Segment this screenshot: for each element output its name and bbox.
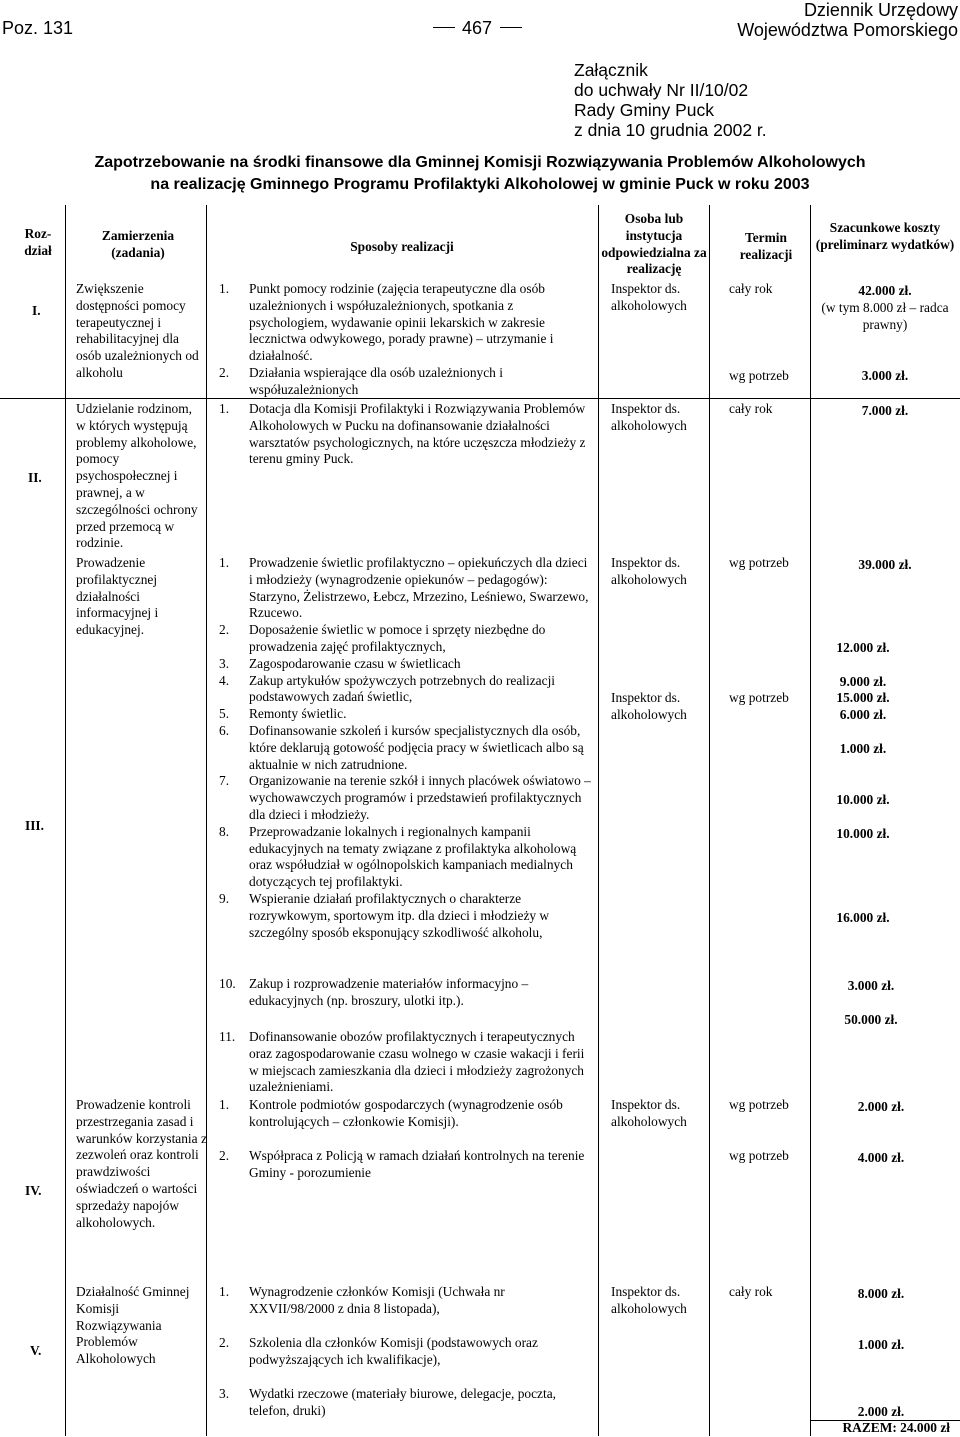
section-goal: Udzielanie rodzinom, w których występują problemy alkoholowe, pomocy psychospołecznej i prawnej, a w szczególności ochrony przed przemocą w rodzinie. [76,401,198,551]
table-column-rule [810,205,811,1436]
cost-value: 42.000 zł. [858,283,912,298]
item-number: 1. [219,555,230,570]
total-amount: RAZEM: 24.000 zł [842,1420,950,1435]
item-number: 2. [219,622,230,638]
cost-value: 8.000 zł. [857,1286,905,1301]
document-title-line-2: na realizację Gminnego Programu Profilaktyki Alkoholowej w gminie Puck w roku 2003 [150,176,810,193]
list-item [219,555,593,622]
item-number: 2. [219,364,230,380]
term-value: wg potrzeb [729,555,789,570]
methods-list [219,1386,593,1420]
section-numeral: V. [30,1343,42,1358]
responsible-person: Inspektor ds. alkoholowych [611,1284,687,1316]
methods-list [219,1029,593,1096]
list-item [219,976,593,1010]
item-text: Zagospodarowanie czasu w świetlicach [249,655,461,671]
item-number: 11. [219,1029,236,1044]
list-item [219,1148,593,1182]
cost-value: 50.000 zł. [844,1012,898,1027]
methods-list [219,1335,593,1369]
list-item [219,1335,593,1369]
cost-value: 1.000 zł. [857,1337,905,1352]
item-number: 1. [219,1097,230,1112]
item-number: 10. [219,976,236,991]
cost-value: 9.000 zł. [839,674,887,689]
item-number: 1. [219,281,230,296]
list-item [219,723,593,773]
list-item [219,1386,593,1420]
item-text: Punkt pomocy rodzinie (zajęcia terapeutyczne dla osób uzależnionych i współuzależnionych, spotkania z psychologiem, wydawanie opinii lekarskich w zakresie lecznictwa odwykowego, porady prawne) – utrzymanie i działalność. [249,281,554,364]
list-item [219,773,593,823]
list-item [219,673,593,707]
list-item [219,1029,593,1096]
item-text: Wspieranie działań profilaktycznych o charakterze rozrywkowym, sportowym itp. dla dzieci i młodzieży w szczególny sposób eksponujący szkodliwość alkoholu, [249,890,550,940]
cost-value: 3.000 zł. [861,368,909,383]
responsible-person: Inspektor ds. alkoholowych [611,690,687,722]
item-number: 4. [219,672,230,688]
term-value: wg potrzeb [729,1148,789,1163]
annex-line-3: Rady Gminy Puck [574,100,715,120]
item-text: Zakup i rozprowadzenie materiałów informacyjno – edukacyjnych (np. broszury, ulotki itp.). [249,976,529,1008]
item-number: 3. [219,655,230,671]
item-text: Wydatki rzeczowe (materiały biurowe, delegacje, poczta, telefon, druki) [249,1386,557,1418]
annex-block [574,60,767,140]
table-column-rule [709,205,710,1436]
section-goal: Zwiększenie dostępności pomocy terapeutycznej i rehabilitacyjnej dla osób uzależnionych od alkoholu [76,281,199,380]
cost-value: 1.000 zł. [839,741,887,756]
section-numeral: IV. [25,1183,42,1198]
item-text: Dotacja dla Komisji Profilaktyki i Rozwiązywania Problemów Alkoholowych w Pucku na dofinansowanie działalności warsztatów psychologicznych, na które uczęszcza młodzieży z terenu gminy Puck. [249,401,586,467]
cost-value: 39.000 zł. [858,557,912,572]
list-item [219,401,593,468]
item-number: 3. [219,1386,230,1401]
item-text: Zakup artykułów spożywczych potrzebnych do realizacji podstawowych zadań świetlic, [249,672,556,705]
item-number: 2. [219,1335,230,1350]
item-text: Organizowanie na terenie szkół i innych placówek oświatowo – wychowawczych programów i przedstawień profilaktycznych dla dzieci i młodzieży. [249,773,591,822]
cost-value: 3.000 zł. [847,978,895,993]
page-number-rule-right [500,27,522,28]
methods-list [219,1148,593,1182]
journal-line-2: Województwa Pomorskiego [737,20,958,40]
responsible-person: Inspektor ds. alkoholowych [611,281,687,313]
methods-list [219,281,593,399]
annex-line-1: Załącznik [574,60,648,80]
item-number: 5. [219,706,230,722]
item-text: Remonty świetlic. [249,706,347,722]
item-text: Prowadzenie świetlic profilaktyczno – opiekuńczych dla dzieci i młodzieży (wynagrodzenie opiekunów – pedagogów): Starzyno, Żelistrzewo, Łebcz, Mrzezino, Leśniewo, Swarzewo, Rzucewo. [249,555,589,621]
cost-value: 7.000 zł. [861,403,909,418]
section-numeral: II. [28,470,42,485]
section-numeral: III. [25,818,44,833]
methods-list [219,976,593,1010]
list-item [219,1097,593,1131]
item-number: 9. [219,890,230,906]
header-cost: Szacunkowe koszty (preliminarz wydatków) [815,220,955,252]
methods-list [219,401,593,468]
item-text: Szkolenia dla członków Komisji (podstawowych oraz podwyższających ich kwalifikacje), [249,1335,538,1367]
section-goal: Prowadzenie profilaktycznej działalności informacyjnej i edukacyjnej. [76,555,159,638]
responsible-person: Inspektor ds. alkoholowych [611,401,687,433]
section-goal: Działalność Gminnej Komisji Rozwiązywania Problemów Alkoholowych [76,1284,190,1367]
term-value: wg potrzeb [729,368,789,383]
cost-value: 15.000 zł. [836,690,890,705]
methods-list [219,1097,593,1131]
section-numeral: I. [32,303,41,318]
methods-list [219,1284,593,1318]
item-text: Dofinansowanie szkoleń i kursów specjalistycznych dla osób, które deklarują gotowość podjęcia pracy w świetlicach albo są aktualnie w nich zatrudnione. [249,722,584,772]
cost-value: 10.000 zł. [836,792,890,807]
item-number: 6. [219,722,230,738]
annex-line-2: do uchwały Nr II/10/02 [574,80,749,100]
responsible-person: Inspektor ds. alkoholowych [611,1097,687,1129]
row-separator [0,398,960,399]
cost-value: 12.000 zł. [836,640,890,655]
list-item [219,891,593,941]
header-term: Termin realizacji [739,230,793,262]
cost-note: (w tym 8.000 zł – radca prawny) [821,300,949,332]
cost-value: 2.000 zł. [857,1099,905,1114]
methods-list [219,555,593,941]
term-value: wg potrzeb [729,1097,789,1112]
item-text: Dofinansowanie obozów profilaktycznych i terapeutycznych oraz zagospodarowanie czasu wolnego w czasie wakacji i ferii w miejscach zamieszkania dla dzieci i młodzieży zagrożonych uzależnieniami. [249,1029,585,1095]
position-number: Poz. 131 [2,18,74,38]
section-goal: Prowadzenie kontroli przestrzegania zasad i warunków korzystania z zezwoleń oraz kontroli prawdziwości oświadczeń o wartości sprzedaży napojów alkoholowych. [76,1097,207,1230]
item-text: Wynagrodzenie członków Komisji (Uchwała nr XXVII/98/2000 z dnia 8 listopada), [249,1284,505,1316]
header-section: Roz-dział [24,226,52,258]
list-item [219,1284,593,1318]
list-item [219,706,593,723]
item-number: 1. [219,401,230,416]
item-text: Działania wspierające dla osób uzależnionych i współuzależnionych [249,364,503,397]
responsible-person: Inspektor ds. alkoholowych [611,555,687,587]
term-value: cały rok [729,1284,773,1299]
cost-value: 6.000 zł. [839,707,887,722]
list-item [219,365,593,399]
item-text: Doposażenie świetlic w pomoce i sprzęty niezbędne do prowadzenia zajęć profilaktycznych, [249,622,546,654]
table-column-rule [65,205,66,1436]
cost-value: 16.000 zł. [836,910,890,925]
table-column-rule [206,205,207,1436]
term-value: wg potrzeb [729,690,789,705]
term-value: cały rok [729,401,773,416]
header-responsible: Osoba lub instytucja odpowiedzialna za realizację [601,211,707,277]
annex-line-4: z dnia 10 grudnia 2002 r. [574,120,767,140]
term-value: cały rok [729,281,773,296]
item-text: Przeprowadzanie lokalnych i regionalnych kampanii edukacyjnych na tematy związane z profilaktyka alkoholową oraz współudział w ogólnopolskich kampaniach medialnych dotyczących tej profilaktyki. [249,823,577,890]
page-number: 467 [462,18,493,38]
list-item [219,656,593,673]
item-number: 1. [219,1284,230,1299]
list-item [219,622,593,656]
item-number: 7. [219,773,230,789]
page-number-rule-left [433,27,455,28]
journal-name [737,0,958,40]
item-number: 2. [219,1148,230,1163]
document-title-line-1: Zapotrzebowanie na środki finansowe dla Gminnej Komisji Rozwiązywania Problemów Alkoholowych [94,154,866,171]
item-text: Kontrole podmiotów gospodarczych (wynagrodzenie osób kontrolujących – członkowie Komisji). [249,1097,563,1129]
list-item [219,281,593,365]
table-column-rule [598,205,599,1436]
header-methods: Sposoby realizacji [350,239,454,254]
cost-value: 10.000 zł. [836,826,890,841]
header-goals: Zamierzenia (zadania) [101,228,175,260]
item-number: 8. [219,823,230,839]
cost-value: 4.000 zł. [857,1150,905,1165]
journal-line-1: Dziennik Urzędowy [803,0,958,20]
list-item [219,824,593,891]
item-text: Współpraca z Policją w ramach działań kontrolnych na terenie Gminy - porozumienie [249,1148,585,1180]
cost-value: 2.000 zł. [857,1404,905,1419]
